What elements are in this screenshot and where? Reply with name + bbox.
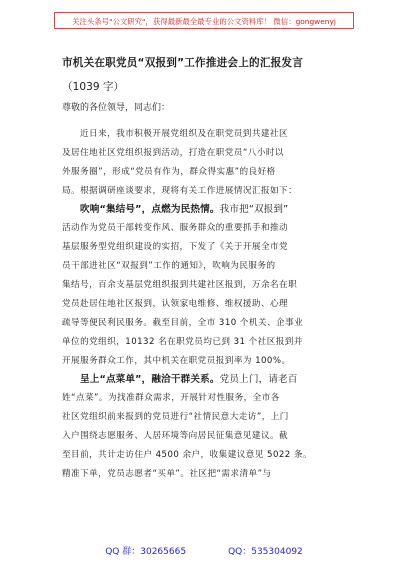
line-text: 党员上门，请老百 bbox=[219, 373, 298, 385]
line-text: 疏导等便民利民服务。截至目前，全市 310 个机关、企事业 bbox=[62, 317, 304, 328]
body-line bbox=[62, 408, 358, 427]
section-heading: 吹响“集结号”，点燃为民热情。 bbox=[80, 203, 220, 215]
body-line bbox=[62, 371, 358, 390]
body-line bbox=[62, 465, 358, 484]
body-line bbox=[62, 427, 358, 446]
body-line bbox=[62, 144, 358, 163]
body-line bbox=[62, 333, 358, 352]
line-text: 活动作为党员干部转变作风、服务群众的重要抓手和推动 bbox=[62, 223, 289, 234]
line-text: 及居住地社区党组织报到活动，打造在职党员“八小时以 bbox=[62, 147, 284, 158]
document-title: 市机关在职党员“双报到”工作推进会上的汇报发言 bbox=[62, 57, 303, 69]
body-line bbox=[62, 201, 358, 220]
line-text: 党员赴居住地社区报到，认领家电维修、维权援助、心理 bbox=[62, 299, 289, 310]
footer-qq: QQ：535304092 bbox=[228, 547, 303, 557]
document-body bbox=[62, 125, 358, 484]
line-text: 局。根据调研座谈要求，现将有关工作进展情况汇报如下： bbox=[62, 185, 298, 196]
line-text: 员干部进社区“双报到”工作的通知》，吹响为民服务的 bbox=[62, 261, 276, 272]
body-line bbox=[62, 276, 358, 295]
line-text: 社区党组织前来报到的党员进行“社情民意大走访”，上门 bbox=[62, 412, 289, 423]
line-text: 精准下单，党员志愿者“买单”。社区把“需求清单”与 bbox=[62, 469, 272, 480]
body-line bbox=[62, 389, 358, 408]
word-count: （1039 字） bbox=[62, 81, 125, 93]
body-line bbox=[62, 295, 358, 314]
line-text: 入户围绕志愿服务、人居环境等向居民征集意见建议。截 bbox=[62, 431, 289, 442]
line-text: 近日来，我市积极开展党组织及在职党员到共建社区 bbox=[80, 129, 289, 139]
section-heading: 呈上“点菜单”，融洽干群关系。 bbox=[80, 373, 220, 385]
body-line bbox=[62, 257, 358, 276]
line-text: 姓“点菜”。为找准群众需求，开展针对性服务，全市各 bbox=[62, 393, 280, 404]
line-text: 开展服务群众工作，其中机关在职党员报到率为 100%。 bbox=[62, 355, 291, 366]
body-line bbox=[62, 352, 358, 371]
header-banner: 关注头条号"公文研究"，获得最新最全最专业的公文资料库！ 微信：gongwenyj bbox=[54, 12, 354, 29]
line-text: 集结号，百余支基层党组织报到共建社区报到，万余名在职 bbox=[62, 280, 298, 291]
footer bbox=[0, 544, 408, 557]
body-line bbox=[62, 125, 358, 144]
body-line bbox=[62, 446, 358, 465]
line-text: 至目前，共计走访住户 4500 余户，收集建议意见 5022 条。 bbox=[62, 450, 312, 461]
body-line bbox=[62, 219, 358, 238]
line-text: 外服务圈”，形成“党员有作为，群众得实惠”的良好格 bbox=[62, 166, 276, 177]
line-text: 基层服务型党组织建设的实招，下发了《关于开展全市党 bbox=[62, 242, 289, 253]
line-text: 单位的党组织，10132 名在职党员均已到 31 个社区报到并 bbox=[62, 336, 303, 347]
body-line bbox=[62, 163, 358, 182]
line-text: 我市把“双报到” bbox=[219, 203, 289, 215]
body-line bbox=[62, 182, 358, 201]
greeting: 尊敬的各位领导，同志们： bbox=[62, 103, 171, 113]
body-line bbox=[62, 238, 358, 257]
body-line bbox=[62, 314, 358, 333]
footer-qq-group: QQ 群：30265665 bbox=[105, 547, 187, 557]
